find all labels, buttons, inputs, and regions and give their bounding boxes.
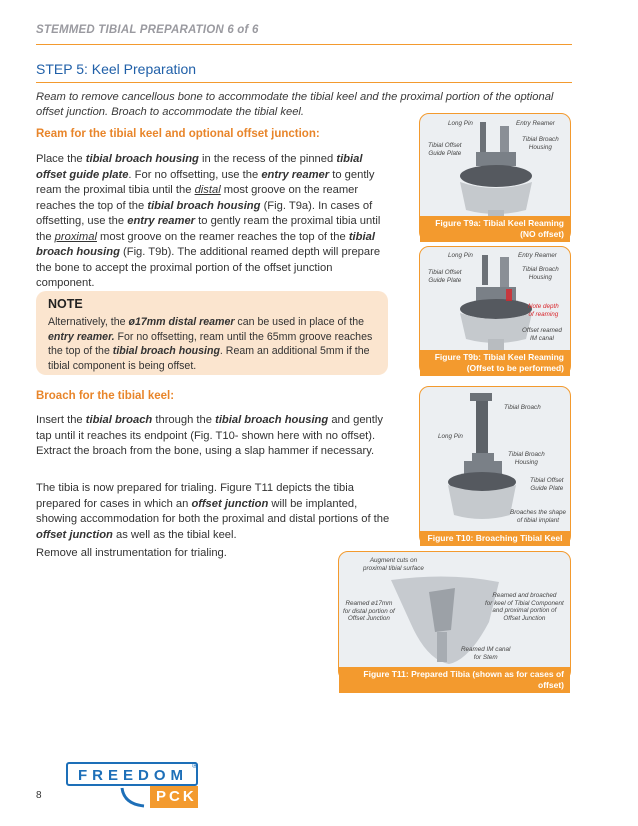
- intro-text: Ream to remove cancellous bone to accommodate the tibial keel and the proximal portion of the optional offset junction. Broach to accommodate the tibial keel.: [36, 91, 554, 118]
- running-header: STEMMED TIBIAL PREPARATION 6 of 6: [36, 24, 259, 36]
- broach-paragraph: Insert the tibial broach through the tibial broach housing and gently tap until it reaches its endpoint (Fig. T10- shown here with no offset). Extract the broach from the bone, using a slap hammer if necessary.: [36, 414, 383, 457]
- t11-canal-label: Reamed IM canal for Stem: [461, 646, 511, 661]
- t9b-plate-label: Tibial Offset Guide Plate: [428, 269, 462, 284]
- figure-t9a: [419, 113, 571, 242]
- t9b-long-pin-label: Long Pin: [448, 252, 473, 259]
- remove-paragraph: Remove all instrumentation for trialing.: [36, 547, 227, 559]
- t9b-depth-note: Note depth of reaming: [528, 303, 559, 318]
- t9b-housing-label: Tibial Broach Housing: [522, 266, 559, 281]
- t11-broached-label: Reamed and broached for keel of Tibial Component and proximal portion of Offset Junction: [485, 592, 564, 622]
- t10-broach-label: Tibial Broach: [504, 404, 541, 411]
- note-title: NOTE: [48, 297, 83, 311]
- note-text: Alternatively, the ø17mm distal reamer can be used in place of the entry reamer. For no offsetting, ream until the 65mm groove reaches the top of the tibial broach housing. Ream an additional 5mm if the tibial component is being offset.: [48, 316, 373, 372]
- ream-paragraph: Place the tibial broach housing in the recess of the pinned tibial offset guide plate. For no offsetting, use the entry reamer to gently ream the proximal tibia until the distal most groove on the reamer reaches the top of the tibial broach housing (Fig. T9a). In cases of offsetting, use the entry reamer to gently ream the proximal tibia until the proximal most groove on the reamer reaches the top of the tibial broach housing (Fig. T9b). The additional reamed depth will prepare the bone to accept the proximal portion of the offset junction component.: [36, 153, 381, 289]
- figure-t9a-illustration: [420, 114, 570, 224]
- t10-caption: Figure T10: Broaching Tibial Keel: [420, 531, 570, 546]
- step-rule: [36, 82, 572, 83]
- t11-reamed-label: Reamed ø17mm for distal portion of Offset Junction: [343, 600, 395, 622]
- t10-housing-label: Tibial Broach Housing: [508, 451, 545, 466]
- t10-plate-label: Tibial Offset Guide Plate: [530, 477, 564, 492]
- figure-t10: [419, 386, 571, 546]
- t9a-caption: Figure T9a: Tibial Keel Reaming (NO offset): [420, 216, 570, 242]
- t10-shape-label: Broaches the shape of tibial implant: [510, 509, 567, 524]
- ream-heading: Ream for the tibial keel and optional offset junction:: [36, 128, 320, 140]
- figure-t9b: [419, 246, 571, 376]
- figure-t11: [338, 551, 571, 690]
- t9a-plate-label: Tibial Offset Guide Plate: [428, 142, 462, 157]
- t9a-long-pin-label: Long Pin: [448, 120, 473, 127]
- logo-swoosh-icon: [118, 786, 148, 810]
- page-number: 8: [36, 790, 42, 801]
- t11-augment-label: Augment cuts on proximal tibial surface: [363, 557, 424, 572]
- freedom-logo-text: FREEDOM: [78, 767, 188, 784]
- broach-heading: Broach for the tibial keel:: [36, 390, 175, 402]
- t10-long-pin-label: Long Pin: [438, 433, 463, 440]
- freedom-logo-box: [66, 762, 198, 786]
- t9a-entry-reamer-label: Entry Reamer: [516, 120, 555, 127]
- pck-logo-box: [150, 786, 198, 808]
- t9a-housing-label: Tibial Broach Housing: [522, 136, 559, 151]
- trialing-paragraph: The tibia is now prepared for trialing. Figure T11 depicts the tibia prepared for cases in which an offset junction will be implanted, showing accommodation for both the proximal and distal portions of the offset junction as well as the tibial keel.: [36, 482, 390, 541]
- t9b-canal-label: Offset reamed IM canal: [522, 327, 562, 342]
- t9b-caption: Figure T9b: Tibial Keel Reaming (Offset to be performed): [420, 350, 570, 376]
- pck-logo-text: PCK: [156, 788, 197, 805]
- header-rule: [36, 44, 572, 45]
- t11-caption: Figure T11: Prepared Tibia (shown as for cases of offset): [339, 667, 570, 693]
- t9b-entry-reamer-label: Entry Reamer: [518, 252, 557, 259]
- step-title: STEP 5: Keel Preparation: [36, 61, 197, 77]
- registered-mark: ®: [192, 761, 198, 770]
